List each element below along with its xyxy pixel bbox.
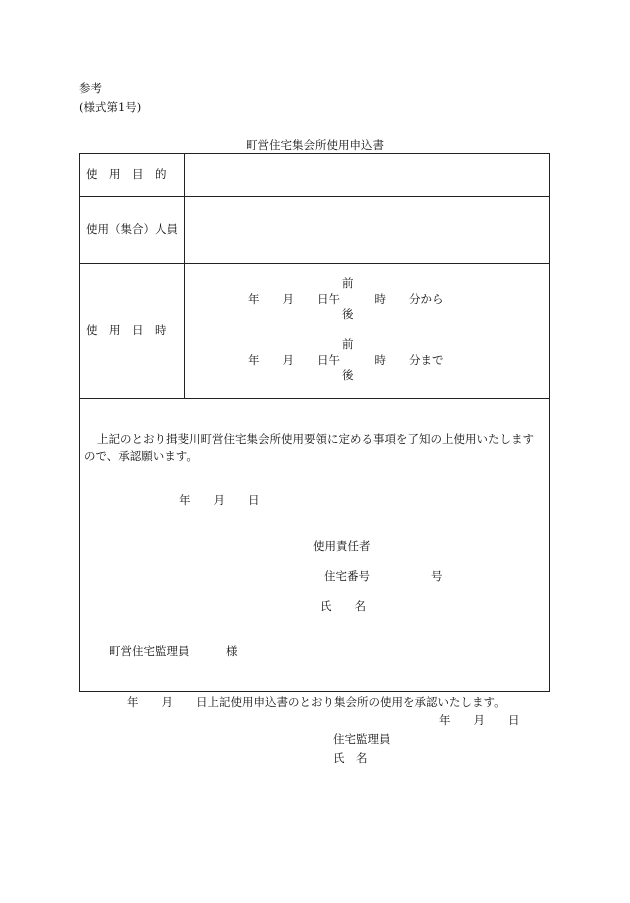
housing-manager-label: 住宅監理員	[333, 732, 391, 746]
house-number-field[interactable]	[380, 567, 428, 585]
purpose-label: 使 用 目 的	[86, 167, 167, 181]
reference-label: 参考	[79, 81, 102, 95]
form-number: (様式第1号)	[79, 100, 142, 114]
manager-name-label: 氏 名	[333, 751, 368, 765]
approval-date: 年 月 日	[439, 713, 520, 727]
people-count-field[interactable]	[185, 197, 549, 262]
application-date: 年 月 日	[179, 493, 260, 507]
applicant-name-field[interactable]	[380, 597, 540, 615]
purpose-field[interactable]	[185, 155, 549, 195]
house-number-label: 住宅番号	[324, 569, 370, 583]
house-number-suffix: 号	[431, 569, 443, 583]
approval-statement: 年 月 日上記使用申込書のとおり集会所の使用を承認いたします。	[127, 695, 506, 709]
application-form-table	[79, 153, 550, 692]
applicant-name-label: 氏 名	[320, 599, 366, 613]
datetime-field[interactable]	[185, 264, 549, 397]
addressee-honorific: 様	[226, 644, 238, 658]
statement-line-1: 上記のとおり揖斐川町営住宅集会所使用要領に定める事項を了知の上使用いたします	[97, 432, 534, 446]
to-datetime-line: 年 月 日午 時 分まで	[248, 353, 444, 367]
from-pm-label: 後	[342, 307, 354, 321]
statement-line-2: ので、承認願います。	[84, 449, 198, 463]
people-count-label: 使用（集合）人員	[86, 222, 178, 236]
datetime-label: 使 用 日 時	[86, 323, 167, 337]
addressee-label: 町営住宅監理員	[109, 644, 190, 658]
from-am-label: 前	[342, 276, 354, 290]
responsible-person-label: 使用責任者	[313, 539, 371, 553]
to-am-label: 前	[342, 337, 354, 351]
form-title: 町営住宅集会所使用申込書	[246, 138, 384, 152]
row-divider	[80, 398, 549, 399]
to-pm-label: 後	[342, 368, 354, 382]
from-datetime-line: 年 月 日午 時 分から	[248, 292, 444, 306]
